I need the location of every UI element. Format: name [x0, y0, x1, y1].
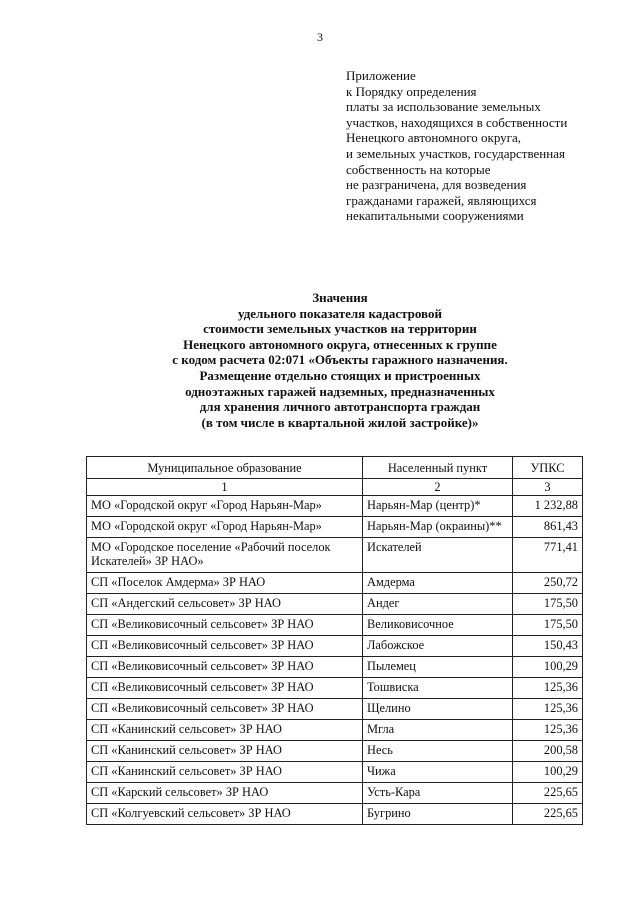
cell-value: 225,65 — [513, 804, 583, 825]
cell-settlement: Великовисочное — [363, 615, 513, 636]
cell-municipality: МО «Городское поселение «Рабочий поселок Искателей» ЗР НАО» — [87, 538, 363, 573]
cell-value: 771,41 — [513, 538, 583, 573]
table-row — [87, 741, 583, 762]
title-line: (в том числе в квартальной жилой застройке)» — [201, 414, 479, 430]
column-number-row — [87, 479, 583, 496]
annex-line: собственность на которые — [346, 161, 491, 177]
annex-header — [346, 68, 636, 224]
cell-municipality: СП «Великовисочный сельсовет» ЗР НАО — [87, 699, 363, 720]
header-settlement: Населенный пункт — [363, 457, 513, 479]
annex-line: к Порядку определения — [346, 83, 477, 99]
cell-settlement: Щелино — [363, 699, 513, 720]
cell-settlement: Лабожское — [363, 636, 513, 657]
header-upks: УПКС — [513, 457, 583, 479]
cell-municipality: СП «Андегский сельсовет» ЗР НАО — [87, 594, 363, 615]
annex-line: гражданами гаражей, являющихся — [346, 192, 537, 208]
annex-line: Ненецкого автономного округа, — [346, 130, 521, 146]
table-row — [87, 517, 583, 538]
annex-line: и земельных участков, государственная — [346, 145, 565, 161]
annex-line: платы за использование земельных — [346, 99, 541, 115]
column-number: 1 — [87, 479, 363, 496]
cell-settlement: Нарьян-Мар (окраины)** — [363, 517, 513, 538]
cell-value: 125,36 — [513, 699, 583, 720]
table-row — [87, 762, 583, 783]
cell-value: 125,36 — [513, 720, 583, 741]
page-number: 3 — [317, 30, 323, 44]
cell-municipality: СП «Канинский сельсовет» ЗР НАО — [87, 762, 363, 783]
cell-value: 200,58 — [513, 741, 583, 762]
cell-municipality: СП «Великовисочный сельсовет» ЗР НАО — [87, 678, 363, 699]
cell-value: 175,50 — [513, 615, 583, 636]
table-row — [87, 573, 583, 594]
table-row — [87, 615, 583, 636]
cell-settlement: Амдерма — [363, 573, 513, 594]
cell-municipality: МО «Городской округ «Город Нарьян-Мар» — [87, 517, 363, 538]
cell-municipality: СП «Великовисочный сельсовет» ЗР НАО — [87, 657, 363, 678]
cell-municipality: СП «Колгуевский сельсовет» ЗР НАО — [87, 804, 363, 825]
table-row — [87, 657, 583, 678]
column-number: 3 — [513, 479, 583, 496]
upks-table — [86, 456, 583, 825]
cell-settlement: Нарьян-Мар (центр)* — [363, 496, 513, 517]
annex-line: Приложение — [346, 68, 416, 83]
table-row — [87, 699, 583, 720]
cell-value: 225,65 — [513, 783, 583, 804]
title-line: Ненецкого автономного округа, отнесенных к группе — [183, 336, 497, 352]
table-row — [87, 636, 583, 657]
cell-municipality: МО «Городской округ «Город Нарьян-Мар» — [87, 496, 363, 517]
title-line: Значения — [312, 290, 368, 305]
cell-municipality: СП «Поселок Амдерма» ЗР НАО — [87, 573, 363, 594]
cell-settlement: Несь — [363, 741, 513, 762]
annex-line: участков, находящихся в собственности — [346, 114, 568, 130]
cell-value: 1 232,88 — [513, 496, 583, 517]
table-row — [87, 594, 583, 615]
table-row — [87, 496, 583, 517]
title-line: для хранения личного автотранспорта граждан — [199, 399, 481, 415]
table-row — [87, 678, 583, 699]
annex-line: не разграничена, для возведения — [346, 177, 527, 193]
cell-municipality: СП «Канинский сельсовет» ЗР НАО — [87, 720, 363, 741]
cell-municipality: СП «Великовисочный сельсовет» ЗР НАО — [87, 636, 363, 657]
table-row — [87, 538, 583, 573]
cell-value: 861,43 — [513, 517, 583, 538]
table-row — [87, 804, 583, 825]
title-line: удельного показателя кадастровой — [238, 305, 442, 321]
cell-settlement: Чижа — [363, 762, 513, 783]
cell-value: 100,29 — [513, 657, 583, 678]
table-row — [87, 720, 583, 741]
cell-settlement: Пылемец — [363, 657, 513, 678]
cell-settlement: Тошвиска — [363, 678, 513, 699]
title-line: Размещение отдельно стоящих и пристроенных — [199, 367, 481, 383]
cell-settlement: Мгла — [363, 720, 513, 741]
cell-municipality: СП «Карский сельсовет» ЗР НАО — [87, 783, 363, 804]
cell-value: 250,72 — [513, 573, 583, 594]
cell-settlement: Усть-Кара — [363, 783, 513, 804]
cell-settlement: Бугрино — [363, 804, 513, 825]
header-municipality: Муниципальное образование — [87, 457, 363, 479]
cell-value: 125,36 — [513, 678, 583, 699]
title-line: одноэтажных гаражей надземных, предназначенных — [185, 383, 495, 399]
table-header-row — [87, 457, 583, 479]
column-number: 2 — [363, 479, 513, 496]
cell-value: 100,29 — [513, 762, 583, 783]
cell-settlement: Искателей — [363, 538, 513, 573]
table-row — [87, 783, 583, 804]
cell-municipality: СП «Канинский сельсовет» ЗР НАО — [87, 741, 363, 762]
title-line: с кодом расчета 02:071 «Объекты гаражного назначения. — [172, 352, 508, 368]
cell-municipality: СП «Великовисочный сельсовет» ЗР НАО — [87, 615, 363, 636]
cell-value: 175,50 — [513, 594, 583, 615]
annex-line: некапитальными сооружениями — [346, 208, 524, 224]
cell-value: 150,43 — [513, 636, 583, 657]
cell-settlement: Андег — [363, 594, 513, 615]
document-title — [60, 290, 620, 430]
title-line: стоимости земельных участков на территории — [203, 321, 477, 337]
